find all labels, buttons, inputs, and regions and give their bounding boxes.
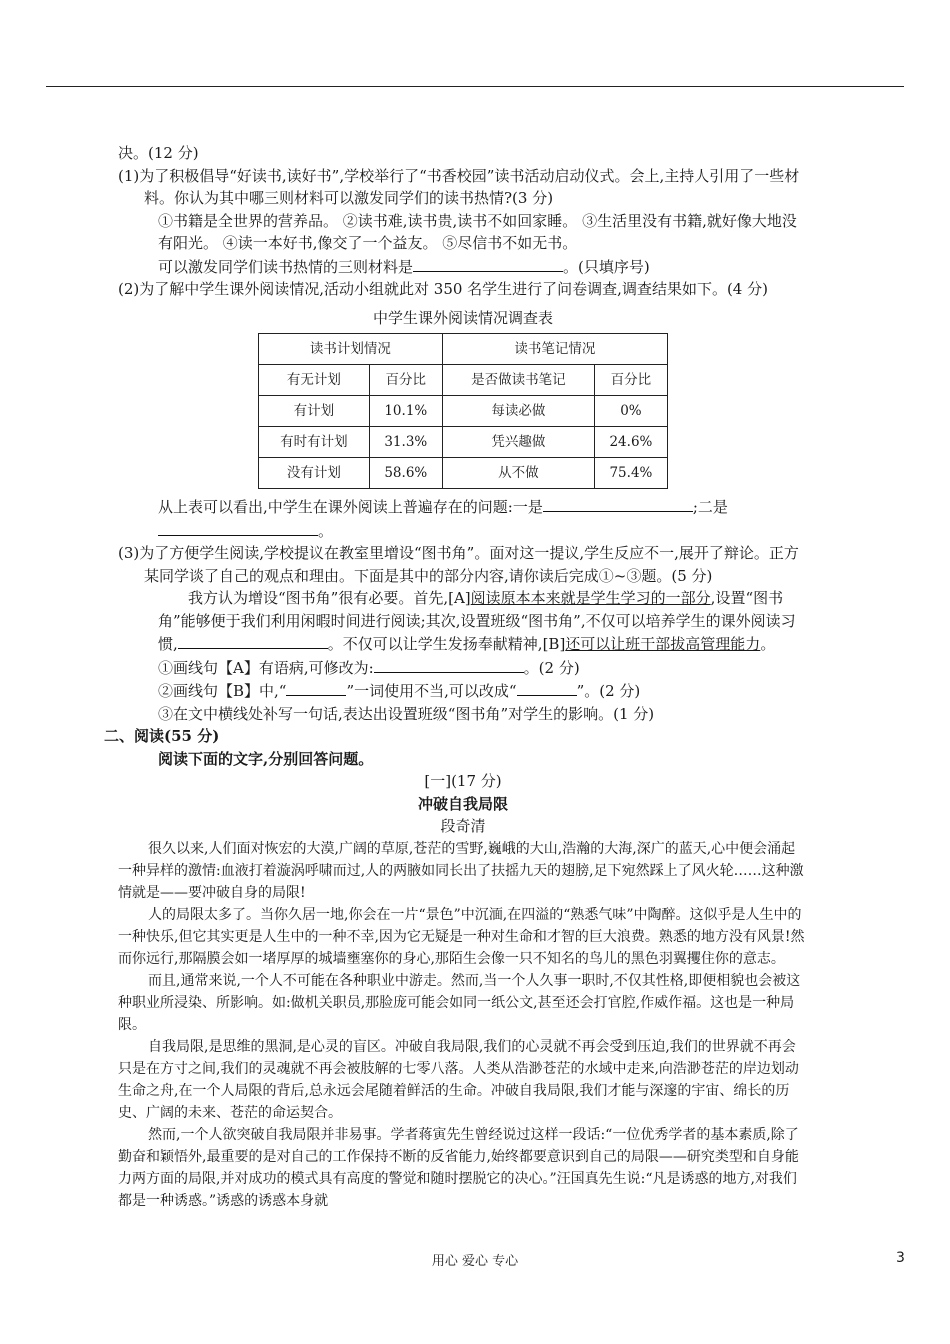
q3-sub3: ③在文中横线处补写一句话,表达出设置班级“图书角”对学生的影响。(1 分) bbox=[158, 704, 655, 723]
article-paragraph: 自我局限,是思维的黑洞,是心灵的盲区。冲破自我局限,我们的心灵就不再会受到压迫,我们的世界就不再会只是在方寸之间,我们的灵魂就不再会被肢解的七零八落。人类从浩渺苍茫的水域中走来,向浩渺苍茫的岸边划动生命之舟,在一个人局限的背后,总永远会尾随着鲜活的生命。冲破自我局限,我们才能与深邃的宇宙、绵长的历史、广阔的未来、苍茫的命运契合。 bbox=[118, 1038, 799, 1121]
q3-sub1-blank[interactable] bbox=[374, 656, 524, 673]
q3-passage-text: ,设置“图书角”能够便于我们利用闲暇时间进行阅读;其次,设置班级“图书角”,不仅可以培养学生的课外阅读习惯, bbox=[158, 589, 796, 653]
q3-sentence-a: 阅读原本本来就是学生学习的一部分 bbox=[470, 589, 711, 607]
table-row bbox=[259, 427, 668, 458]
table-row bbox=[259, 458, 668, 489]
document-body bbox=[104, 142, 808, 1212]
article-paragraph: 而且,通常来说,一个人不可能在各种职业中游走。然而,当一个人久事一职时,不仅其性格,即便相貌也会被这种职业所浸染、所影响。如:做机关职员,那脸庞可能会如同一纸公文,甚至还会打官腔,作威作福。这也是一种局限。 bbox=[118, 972, 801, 1033]
q3-stem: (3)为了方便学生阅读,学校提议在教室里增设“图书角”。面对这一提议,学生反应不一,展开了辩论。正方某同学谈了自己的观点和理由。下面是其中的部分内容,请你读后完成①~③题。(5 分) bbox=[118, 544, 799, 585]
q3-sentence-b: 还可以让班干部拔高管理能力 bbox=[565, 635, 761, 653]
q3-passage-text: 。不仅可以让学生发扬奉献精神, bbox=[327, 635, 543, 653]
table-column-header: 百分比 bbox=[369, 365, 442, 396]
q3-sub2-prefix: ②画线句【B】中,“ bbox=[158, 682, 287, 700]
table-cell: 0% bbox=[594, 396, 667, 427]
q2-stem: (2)为了解中学生课外阅读情况,活动小组就此对 350 名学生进行了问卷调查,调查结果如下。(4 分) bbox=[118, 280, 768, 298]
q1-options: ①书籍是全世界的营养品。 ②读书难,读书贵,读书不如回家睡。 ③生活里没有书籍,就好像大地没有阳光。 ④读一本好书,像交了一个益友。 ⑤尽信书不如无书。 bbox=[158, 211, 797, 252]
table-column-header: 百分比 bbox=[594, 365, 667, 396]
q1-stem: (1)为了积极倡导“好读书,读好书”,学校举行了“书香校园”读书活动启动仪式。会上,主持人引用了一些材料。你认为其中哪三则材料可以激发同学们的读书热情?(3 分) bbox=[118, 166, 800, 207]
table-cell: 有计划 bbox=[259, 396, 370, 427]
q2-blank-one[interactable] bbox=[543, 495, 693, 512]
article-paragraph: 然而,一个人欲突破自我局限并非易事。学者蒋寅先生曾经说过这样一段话:“一位优秀学者的基本素质,除了勤奋和颖悟外,最重要的是对自己的工作保持不断的反省能力,始终都要意识到自己的局限——研究类型和自身能力两方面的局限,并对成功的模式具有高度的警觉和随时摆脱它的决心。”汪国真先生说:“凡是诱惑的地方,对我们都是一种诱惑。”诱惑的诱惑本身就 bbox=[118, 1126, 799, 1209]
q2-blank-two[interactable] bbox=[158, 519, 318, 536]
table-cell: 24.6% bbox=[594, 427, 667, 458]
q3-sub2-blank-two[interactable] bbox=[517, 679, 577, 696]
table-row bbox=[259, 396, 668, 427]
section-instruction: 阅读下面的文字,分别回答问题。 bbox=[158, 749, 374, 768]
table-cell: 每读必做 bbox=[442, 396, 594, 427]
q3-sub2-blank-one[interactable] bbox=[286, 679, 346, 696]
part-label: [一](17 分) bbox=[424, 772, 502, 790]
q2-after-end: 。 bbox=[318, 521, 334, 540]
survey-table bbox=[258, 333, 668, 489]
table-cell: 从不做 bbox=[442, 458, 594, 489]
table-cell: 凭兴趣做 bbox=[442, 427, 594, 458]
q2-after-b: ;二是 bbox=[692, 498, 728, 516]
table-group-header: 读书计划情况 bbox=[259, 334, 443, 365]
header-rule bbox=[46, 86, 904, 87]
table-column-header: 有无计划 bbox=[259, 365, 370, 396]
table-cell: 有时有计划 bbox=[259, 427, 370, 458]
q2-after-a: 从上表可以看出,中学生在课外阅读上普遍存在的问题:一是 bbox=[158, 498, 543, 516]
q3-sub1-suffix: 。(2 分) bbox=[523, 658, 580, 677]
table-cell: 没有计划 bbox=[259, 458, 370, 489]
article-paragraph: 人的局限太多了。当你久居一地,你会在一片“景色”中沉湎,在四溢的“熟悉气味”中陶醉。这似乎是人生中的一种快乐,但它其实更是人生中的一种不幸,因为它无疑是一种对生命和才智的巨大浪费。熟悉的地方没有风景!然而你远行,那隔膜会如一堵厚厚的城墙壅塞你的身心,那陌生会像一只不知名的鸟儿的黑色羽翼攫住你的意志。 bbox=[118, 906, 805, 967]
q3-mark-b: [B] bbox=[542, 635, 566, 653]
table-column-header: 是否做读书笔记 bbox=[442, 365, 594, 396]
section-heading: 二、阅读(55 分) bbox=[104, 727, 220, 745]
page-footer: 用心 爱心 专心 bbox=[431, 1254, 519, 1269]
page-number: 3 bbox=[896, 1250, 905, 1266]
q1-answer bbox=[118, 255, 808, 279]
table-cell: 75.4% bbox=[594, 458, 667, 489]
article-paragraph: 很久以来,人们面对恢宏的大漠,广阔的草原,苍茫的雪野,巍峨的大山,浩瀚的大海,深广的蓝天,心中便会涌起一种异样的激情:血液打着漩涡呼啸而过,人的两腋如同长出了扶摇九天的翅膀,足下宛然踩上了风火轮……这种激情就是——要冲破自身的局限! bbox=[118, 840, 804, 901]
q3-sub2-suffix: ”。(2 分) bbox=[576, 682, 641, 700]
q2-conclusion bbox=[118, 495, 808, 542]
q3-passage-text: 。 bbox=[760, 635, 776, 653]
table-cell: 10.1% bbox=[369, 396, 442, 427]
article-author: 段奇清 bbox=[440, 817, 486, 835]
q3-sub2-mid: ”一词使用不当,可以改成“ bbox=[346, 682, 517, 700]
q3-sub1-prefix: ①画线句【A】有语病,可修改为: bbox=[158, 658, 374, 677]
q3-passage-blank[interactable] bbox=[178, 632, 328, 649]
question-end: 决。(12 分) bbox=[118, 144, 199, 162]
q3-sub2 bbox=[118, 679, 808, 703]
table-cell: 31.3% bbox=[369, 427, 442, 458]
q3-passage bbox=[118, 587, 808, 656]
article-title: 冲破自我局限 bbox=[417, 794, 508, 813]
q3-mark-a: [A] bbox=[448, 589, 471, 607]
table-cell: 58.6% bbox=[369, 458, 442, 489]
q1-answer-prefix: 可以激发同学们读书热情的三则材料是 bbox=[158, 257, 414, 276]
q3-sub1 bbox=[118, 656, 808, 680]
survey-table-title: 中学生课外阅读情况调查表 bbox=[372, 308, 553, 327]
table-group-header: 读书笔记情况 bbox=[442, 334, 667, 365]
q1-answer-suffix: 。(只填序号) bbox=[563, 257, 650, 276]
q1-answer-blank[interactable] bbox=[413, 255, 563, 272]
q3-passage-text: 我方认为增设“图书角”很有必要。首先, bbox=[188, 589, 449, 607]
